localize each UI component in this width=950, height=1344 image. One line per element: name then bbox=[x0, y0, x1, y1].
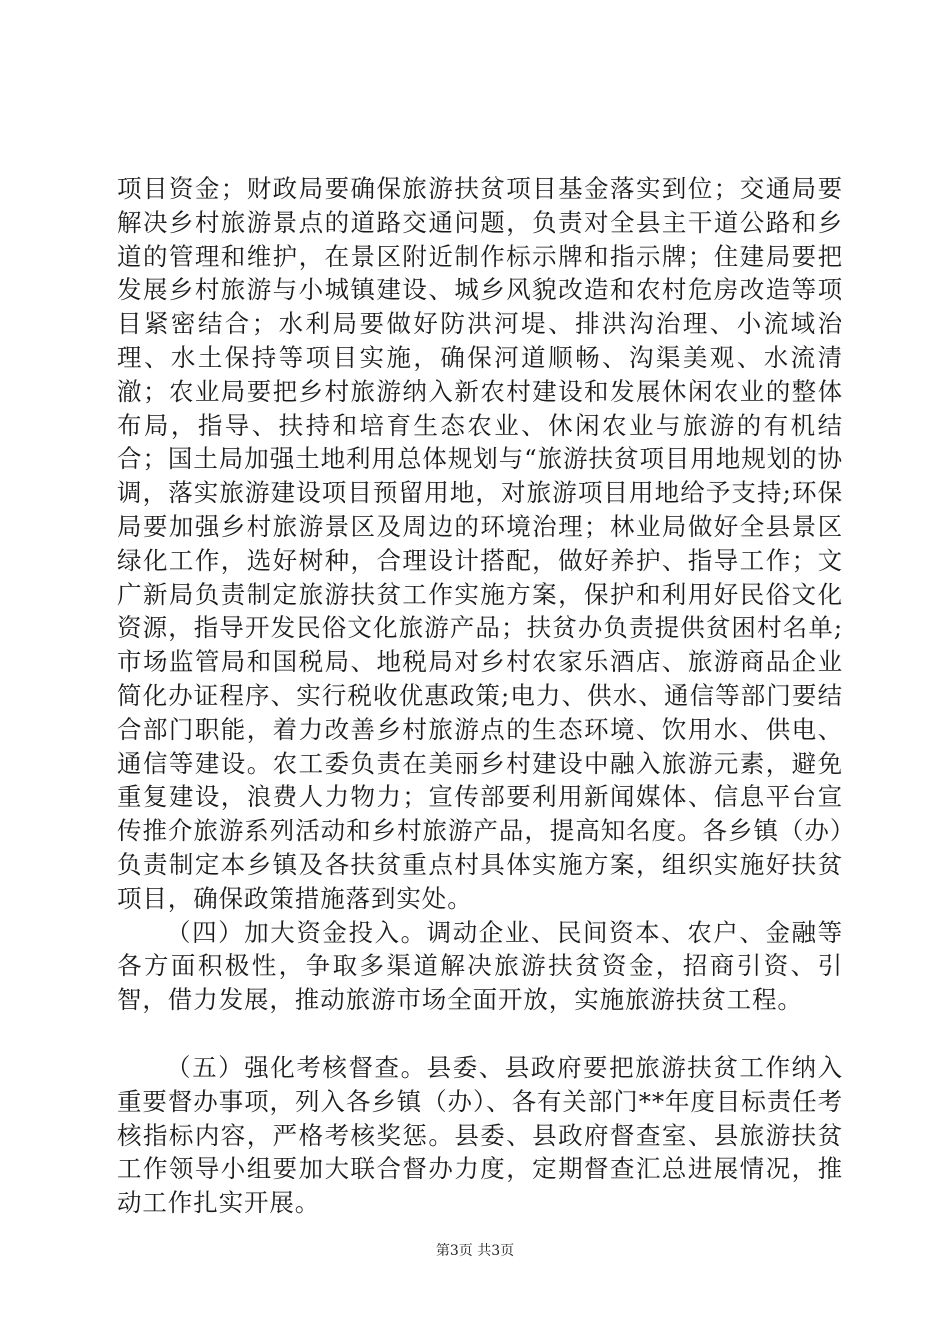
paragraph-section-five: （五）强化考核督查。县委、县政府要把旅游扶贫工作纳入重要督办事项，列入各乡镇（办）、各有关部门**年度目标责任考核指标内容，严格考核奖惩。县委、县政府督查室、县旅游扶贫工作领导小组要加大联合督办力度，定期督查汇总进展情况，推动工作扎实开展。 bbox=[117, 1052, 843, 1218]
paragraph-departments: 项目资金；财政局要确保旅游扶贫项目基金落实到位；交通局要解决乡村旅游景点的道路交通问题，负责对全县主干道公路和乡道的管理和维护，在景区附近制作标示牌和指示牌；住建局要把发展乡村旅游与小城镇建设、城乡风貌改造和农村危房改造等项目紧密结合；水利局要做好防洪河堤、排洪沟治理、小流域治理、水土保持等项目实施，确保河道顺畅、沟渠美观、水流清澈；农业局要把乡村旅游纳入新农村建设和发展休闲农业的整体布局，指导、扶持和培育生态农业、休闲农业与旅游的有机结合；国土局加强土地利用总体规划与“旅游扶贫项目用地规划的协调，落实旅游建设项目预留用地，对旅游项目用地给予支持;环保局要加强乡村旅游景区及周边的环境治理；林业局做好全县景区绿化工作，选好树种，合理设计搭配，做好养护、指导工作；文广新局负责制定旅游扶贫工作实施方案，保护和利用好民俗文化资源，指导开发民俗文化旅游产品；扶贫办负责提供贫困村名单;市场监管局和国税局、地税局对乡村农家乐酒店、旅游商品企业简化办证程序、实行税收优惠政策;电力、供水、通信等部门要结合部门职能，着力改善乡村旅游点的生态环境、饮用水、供电、通信等建设。农工委负责在美丽乡村建设中融入旅游元素，避免重复建设，浪费人力物力；宣传部要利用新闻媒体、信息平台宣传推介旅游系列活动和乡村旅游产品，提高知名度。各乡镇（办）负责制定本乡镇及各扶贫重点村具体实施方案，组织实施好扶贫项目，确保政策措施落到实处。 bbox=[117, 174, 843, 913]
page-number-footer: 第3页 共3页 bbox=[435, 1243, 515, 1259]
document-body bbox=[117, 172, 843, 1220]
paragraph-section-four: （四）加大资金投入。调动企业、民间资本、农户、金融等各方面积极性，争取多渠道解决旅游扶贫资金，招商引资、引智，借力发展，推动旅游市场全面开放，实施旅游扶贫工程。 bbox=[117, 917, 843, 1015]
